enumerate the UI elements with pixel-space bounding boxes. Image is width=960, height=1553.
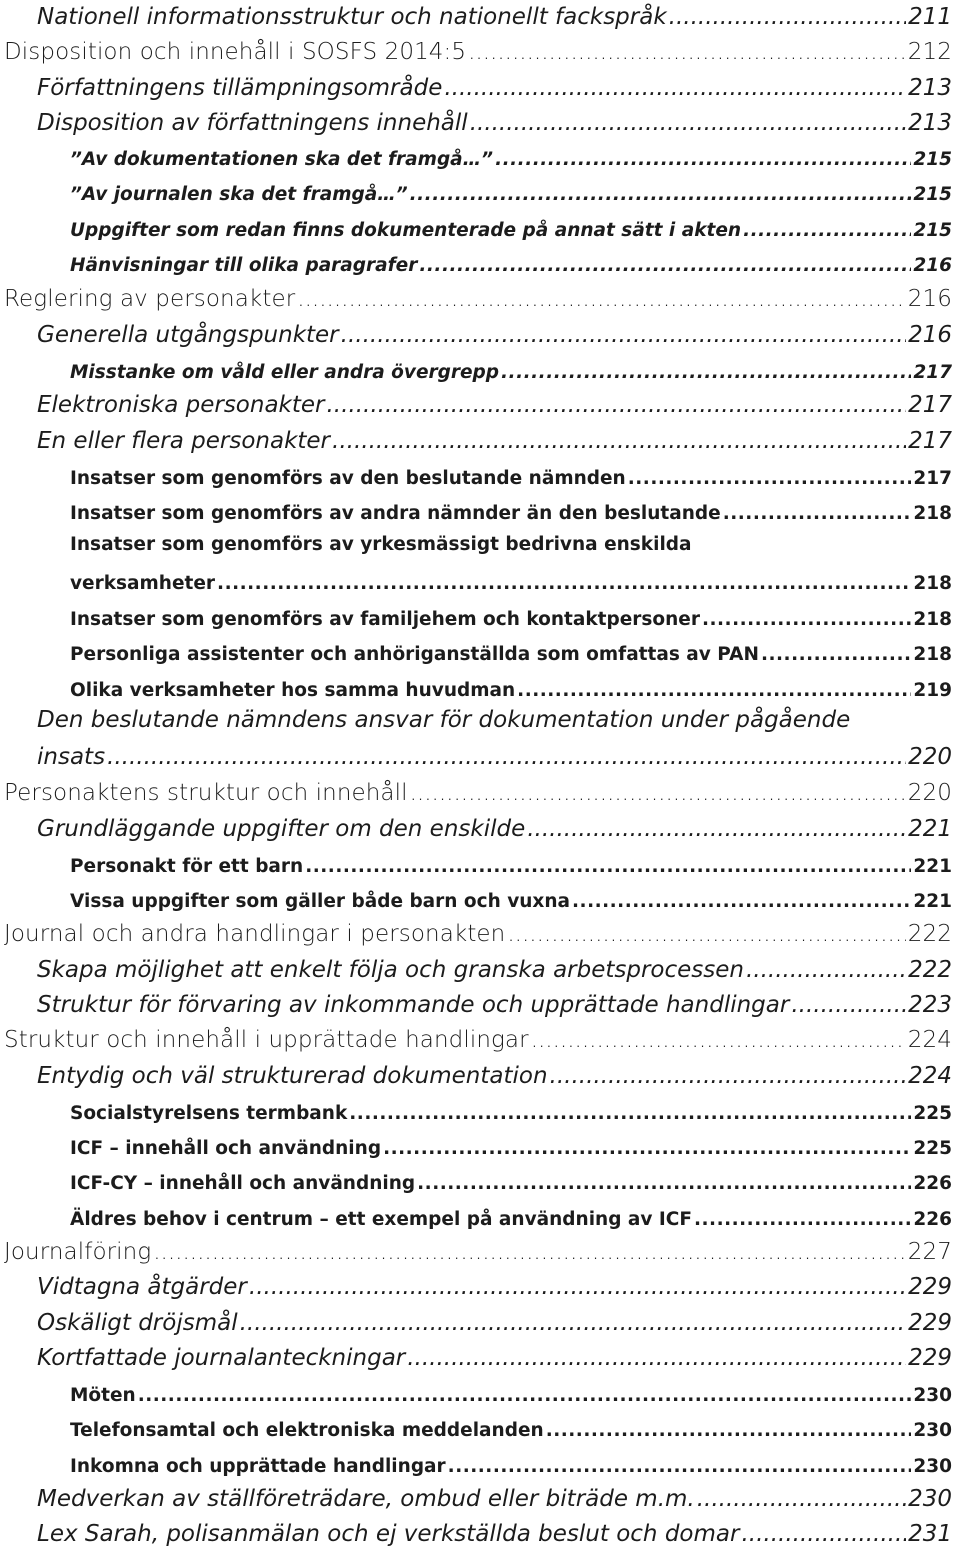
toc-entry-title: Vissa uppgifter som gäller både barn och vuxna bbox=[70, 891, 571, 912]
toc-entry-title: Telefonsamtal och elektroniska meddelanden bbox=[70, 1420, 544, 1441]
toc-entry-title: ICF – innehåll och användning bbox=[70, 1138, 382, 1159]
toc-entry[interactable] bbox=[0, 424, 952, 454]
toc-entry-page: 221 bbox=[913, 891, 952, 912]
toc-entry-page: 222 bbox=[907, 921, 952, 947]
toc-entry-page: 227 bbox=[907, 1239, 952, 1265]
toc-entry-page: 216 bbox=[907, 286, 952, 312]
toc-entry-page: 221 bbox=[913, 856, 952, 877]
toc-entry-page: 217 bbox=[913, 362, 952, 383]
toc-entry-page: 226 bbox=[913, 1209, 952, 1230]
toc-entry[interactable] bbox=[0, 884, 952, 912]
toc-entry-title: Generella utgångspunkter bbox=[37, 322, 339, 348]
toc-entry-title: Personliga assistenter och anhöriganställda som omfattas av PAN bbox=[70, 644, 759, 665]
toc-entry-title: Oskäligt dröjsmål bbox=[37, 1310, 238, 1336]
toc-entry[interactable] bbox=[0, 1235, 952, 1265]
toc-entry[interactable] bbox=[0, 1270, 952, 1300]
toc-entry-page: 229 bbox=[908, 1345, 952, 1371]
toc-leader-dots bbox=[332, 428, 906, 454]
toc-leader-dots bbox=[702, 609, 911, 630]
toc-leader-dots bbox=[138, 1385, 912, 1406]
toc-entry-page: 225 bbox=[913, 1103, 952, 1124]
toc-entry-page: 225 bbox=[913, 1138, 952, 1159]
toc-leader-dots bbox=[448, 1456, 912, 1477]
toc-entry-page: 217 bbox=[908, 428, 952, 454]
toc-entry[interactable] bbox=[0, 106, 952, 136]
toc-entry[interactable] bbox=[0, 1131, 952, 1159]
toc-entry-page: 221 bbox=[908, 816, 952, 842]
toc-entry-title: Disposition och innehåll i SOSFS 2014:5 bbox=[4, 39, 467, 65]
toc-entry-title[interactable]: Den beslutande nämndens ansvar för dokumentation under pågående bbox=[37, 707, 851, 733]
toc-entry-page: 218 bbox=[913, 573, 952, 594]
toc-entry-page: 217 bbox=[908, 392, 952, 418]
toc-entry-title: ”Av dokumentationen ska det framgå…” bbox=[70, 149, 494, 170]
toc-entry-title: Socialstyrelsens termbank bbox=[70, 1103, 348, 1124]
toc-entry[interactable] bbox=[0, 1413, 952, 1441]
toc-entry[interactable] bbox=[0, 1059, 952, 1089]
toc-entry[interactable] bbox=[0, 1023, 952, 1053]
toc-entry-page: 231 bbox=[908, 1521, 952, 1547]
toc-leader-dots bbox=[697, 1486, 906, 1512]
toc-entry-page: 230 bbox=[913, 1385, 952, 1406]
toc-leader-dots bbox=[791, 992, 906, 1018]
toc-leader-dots bbox=[153, 1239, 906, 1265]
toc-entry-title: Insatser som genomförs av familjehem och kontaktpersoner bbox=[70, 609, 700, 630]
toc-leader-dots bbox=[743, 220, 911, 241]
toc-entry-title: Entydig och väl strukturerad dokumentation bbox=[37, 1063, 548, 1089]
toc-entry-title: Skapa möjlighet att enkelt följa och granska arbetsprocessen bbox=[37, 957, 744, 983]
toc-entry[interactable] bbox=[0, 142, 952, 170]
toc-entry-page: 230 bbox=[913, 1456, 952, 1477]
toc-entry[interactable] bbox=[0, 177, 952, 205]
toc-entry-page: 216 bbox=[908, 322, 952, 348]
toc-entry-page: 224 bbox=[907, 1027, 952, 1053]
toc-entry-title: Uppgifter som redan finns dokumenterade på annat sätt i akten bbox=[70, 220, 742, 241]
toc-entry[interactable] bbox=[0, 988, 952, 1018]
toc-entry-page: 213 bbox=[908, 110, 952, 136]
toc-entry[interactable] bbox=[0, 71, 952, 101]
toc-entry-page: 218 bbox=[913, 503, 952, 524]
toc-leader-dots bbox=[546, 1420, 912, 1441]
toc-entry[interactable] bbox=[0, 1517, 952, 1547]
toc-entry-title: Medverkan av ställföreträdare, ombud eller biträde m.m. bbox=[37, 1486, 695, 1512]
toc-entry-page: 220 bbox=[907, 780, 952, 806]
toc-leader-dots bbox=[550, 1063, 907, 1089]
toc-entry-title: Journal och andra handlingar i personakten bbox=[4, 921, 506, 947]
toc-entry[interactable] bbox=[0, 282, 952, 312]
toc-entry[interactable] bbox=[0, 1306, 952, 1336]
toc-leader-dots bbox=[531, 1027, 906, 1053]
toc-leader-dots bbox=[669, 4, 906, 30]
toc-entry[interactable] bbox=[0, 248, 952, 276]
toc-leader-dots bbox=[297, 286, 906, 312]
toc-entry-title: Personaktens struktur och innehåll bbox=[4, 780, 408, 806]
toc-entry-title: Insatser som genomförs av den beslutande nämnden bbox=[70, 468, 626, 489]
toc-leader-dots bbox=[240, 1310, 906, 1336]
toc-entry-title-cont: insats bbox=[37, 744, 106, 770]
toc-entry[interactable] bbox=[0, 673, 952, 701]
toc-leader-dots bbox=[628, 468, 912, 489]
toc-entry-title: Hänvisningar till olika paragrafer bbox=[70, 255, 418, 276]
toc-entry-page: 217 bbox=[913, 468, 952, 489]
toc-entry[interactable] bbox=[0, 1449, 952, 1477]
toc-leader-dots bbox=[572, 891, 911, 912]
toc-leader-dots bbox=[327, 392, 907, 418]
toc-entry-title: Inkomna och upprättade handlingar bbox=[70, 1456, 446, 1477]
toc-leader-dots bbox=[217, 573, 911, 594]
toc-entry-page: 220 bbox=[908, 744, 952, 770]
toc-entry-page: 229 bbox=[908, 1310, 952, 1336]
toc-leader-dots bbox=[470, 110, 906, 136]
toc-entry-page: 212 bbox=[907, 39, 952, 65]
toc-leader-dots bbox=[341, 322, 906, 348]
toc-entry[interactable] bbox=[0, 35, 952, 65]
toc-leader-dots bbox=[761, 644, 911, 665]
toc-entry-page: 230 bbox=[913, 1420, 952, 1441]
toc-leader-dots bbox=[107, 744, 906, 770]
toc-entry-page: 218 bbox=[913, 644, 952, 665]
toc-entry[interactable] bbox=[0, 318, 952, 348]
toc-entry[interactable] bbox=[0, 917, 952, 947]
toc-leader-dots bbox=[517, 680, 911, 701]
toc-entry-title: Vidtagna åtgärder bbox=[37, 1274, 247, 1300]
toc-leader-dots bbox=[501, 362, 911, 383]
toc-entry-title: Nationell informationsstruktur och nationellt fackspråk bbox=[37, 4, 667, 30]
toc-entry[interactable] bbox=[0, 637, 952, 665]
toc-entry[interactable] bbox=[0, 1341, 952, 1371]
toc-entry[interactable] bbox=[0, 0, 952, 30]
toc-entry-page: 226 bbox=[913, 1173, 952, 1194]
toc-leader-dots bbox=[507, 921, 905, 947]
toc-entry[interactable] bbox=[0, 1166, 952, 1194]
toc-leader-dots bbox=[410, 780, 906, 806]
toc-entry-title: En eller flera personakter bbox=[37, 428, 331, 454]
toc-entry-page: 213 bbox=[908, 75, 952, 101]
toc-entry-page: 224 bbox=[908, 1063, 952, 1089]
toc-entry[interactable] bbox=[0, 812, 952, 842]
toc-entry-title: Journalföring bbox=[4, 1239, 152, 1265]
toc-entry-page: 215 bbox=[913, 184, 952, 205]
toc-entry-title: Personakt för ett barn bbox=[70, 856, 304, 877]
toc-entry-title: ICF-CY – innehåll och användning bbox=[70, 1173, 416, 1194]
toc-entry-title: ”Av journalen ska det framgå…” bbox=[70, 184, 408, 205]
toc-leader-dots bbox=[495, 149, 911, 170]
toc-entry[interactable] bbox=[0, 1096, 952, 1124]
toc-entry-title: Reglering av personakter bbox=[4, 286, 296, 312]
toc-entry-page: 218 bbox=[913, 609, 952, 630]
toc-entry-title: Författningens tillämpningsområde bbox=[37, 75, 443, 101]
toc-leader-dots bbox=[383, 1138, 911, 1159]
toc-entry-page: 229 bbox=[908, 1274, 952, 1300]
toc-entry-title[interactable]: Insatser som genomförs av yrkesmässigt bedrivna enskilda bbox=[70, 534, 692, 555]
toc-leader-dots bbox=[723, 503, 912, 524]
toc-entry[interactable] bbox=[0, 213, 952, 241]
toc-entry-page: 211 bbox=[908, 4, 952, 30]
toc-leader-dots bbox=[305, 856, 911, 877]
toc-entry-page: 223 bbox=[908, 992, 952, 1018]
toc-entry-title-cont: verksamheter bbox=[70, 573, 216, 594]
toc-entry-title: Olika verksamheter hos samma huvudman bbox=[70, 680, 516, 701]
toc-leader-dots bbox=[419, 255, 911, 276]
toc-leader-dots bbox=[746, 957, 906, 983]
toc-leader-dots bbox=[468, 39, 906, 65]
toc-entry[interactable] bbox=[0, 953, 952, 983]
toc-leader-dots bbox=[249, 1274, 906, 1300]
toc-leader-dots bbox=[444, 75, 906, 101]
toc-entry[interactable] bbox=[0, 1482, 952, 1512]
toc-entry[interactable] bbox=[0, 740, 952, 770]
toc-entry[interactable] bbox=[0, 388, 952, 418]
toc-entry-title: Äldres behov i centrum – ett exempel på användning av ICF bbox=[70, 1209, 692, 1230]
toc-entry-title: Kortfattade journalanteckningar bbox=[37, 1345, 406, 1371]
toc-entry[interactable] bbox=[0, 355, 952, 383]
toc-entry[interactable] bbox=[0, 1202, 952, 1230]
toc-entry-title: Disposition av författningens innehåll bbox=[37, 110, 468, 136]
toc-entry-page: 215 bbox=[913, 149, 952, 170]
toc-entry-page: 222 bbox=[908, 957, 952, 983]
toc-entry-title: Möten bbox=[70, 1385, 136, 1406]
toc-entry[interactable] bbox=[0, 496, 952, 524]
toc-entry[interactable] bbox=[0, 776, 952, 806]
toc-leader-dots bbox=[410, 184, 912, 205]
toc-entry-title: Insatser som genomförs av andra nämnder än den beslutande bbox=[70, 503, 721, 524]
toc-entry-title: Struktur och innehåll i upprättade handlingar bbox=[4, 1027, 529, 1053]
toc-leader-dots bbox=[407, 1345, 906, 1371]
toc-entry-title: Grundläggande uppgifter om den enskilde bbox=[37, 816, 526, 842]
toc-leader-dots bbox=[694, 1209, 911, 1230]
toc-entry-page: 230 bbox=[908, 1486, 952, 1512]
toc-entry[interactable] bbox=[0, 602, 952, 630]
toc-entry-page: 219 bbox=[913, 680, 952, 701]
toc-entry-page: 216 bbox=[913, 255, 952, 276]
toc-entry-title: Elektroniska personakter bbox=[37, 392, 325, 418]
toc-leader-dots bbox=[417, 1173, 911, 1194]
toc-entry[interactable] bbox=[0, 566, 952, 594]
toc-entry[interactable] bbox=[0, 1378, 952, 1406]
toc-leader-dots bbox=[527, 816, 906, 842]
toc-entry-title: Lex Sarah, polisanmälan och ej verkställda beslut och domar bbox=[37, 1521, 740, 1547]
toc-entry-title: Misstanke om våld eller andra övergrepp bbox=[70, 362, 500, 383]
toc-leader-dots bbox=[741, 1521, 906, 1547]
toc-entry-page: 215 bbox=[913, 220, 952, 241]
toc-entry-title: Struktur för förvaring av inkommande och upprättade handlingar bbox=[37, 992, 790, 1018]
toc-leader-dots bbox=[349, 1103, 911, 1124]
toc-entry[interactable] bbox=[0, 849, 952, 877]
toc-entry[interactable] bbox=[0, 461, 952, 489]
